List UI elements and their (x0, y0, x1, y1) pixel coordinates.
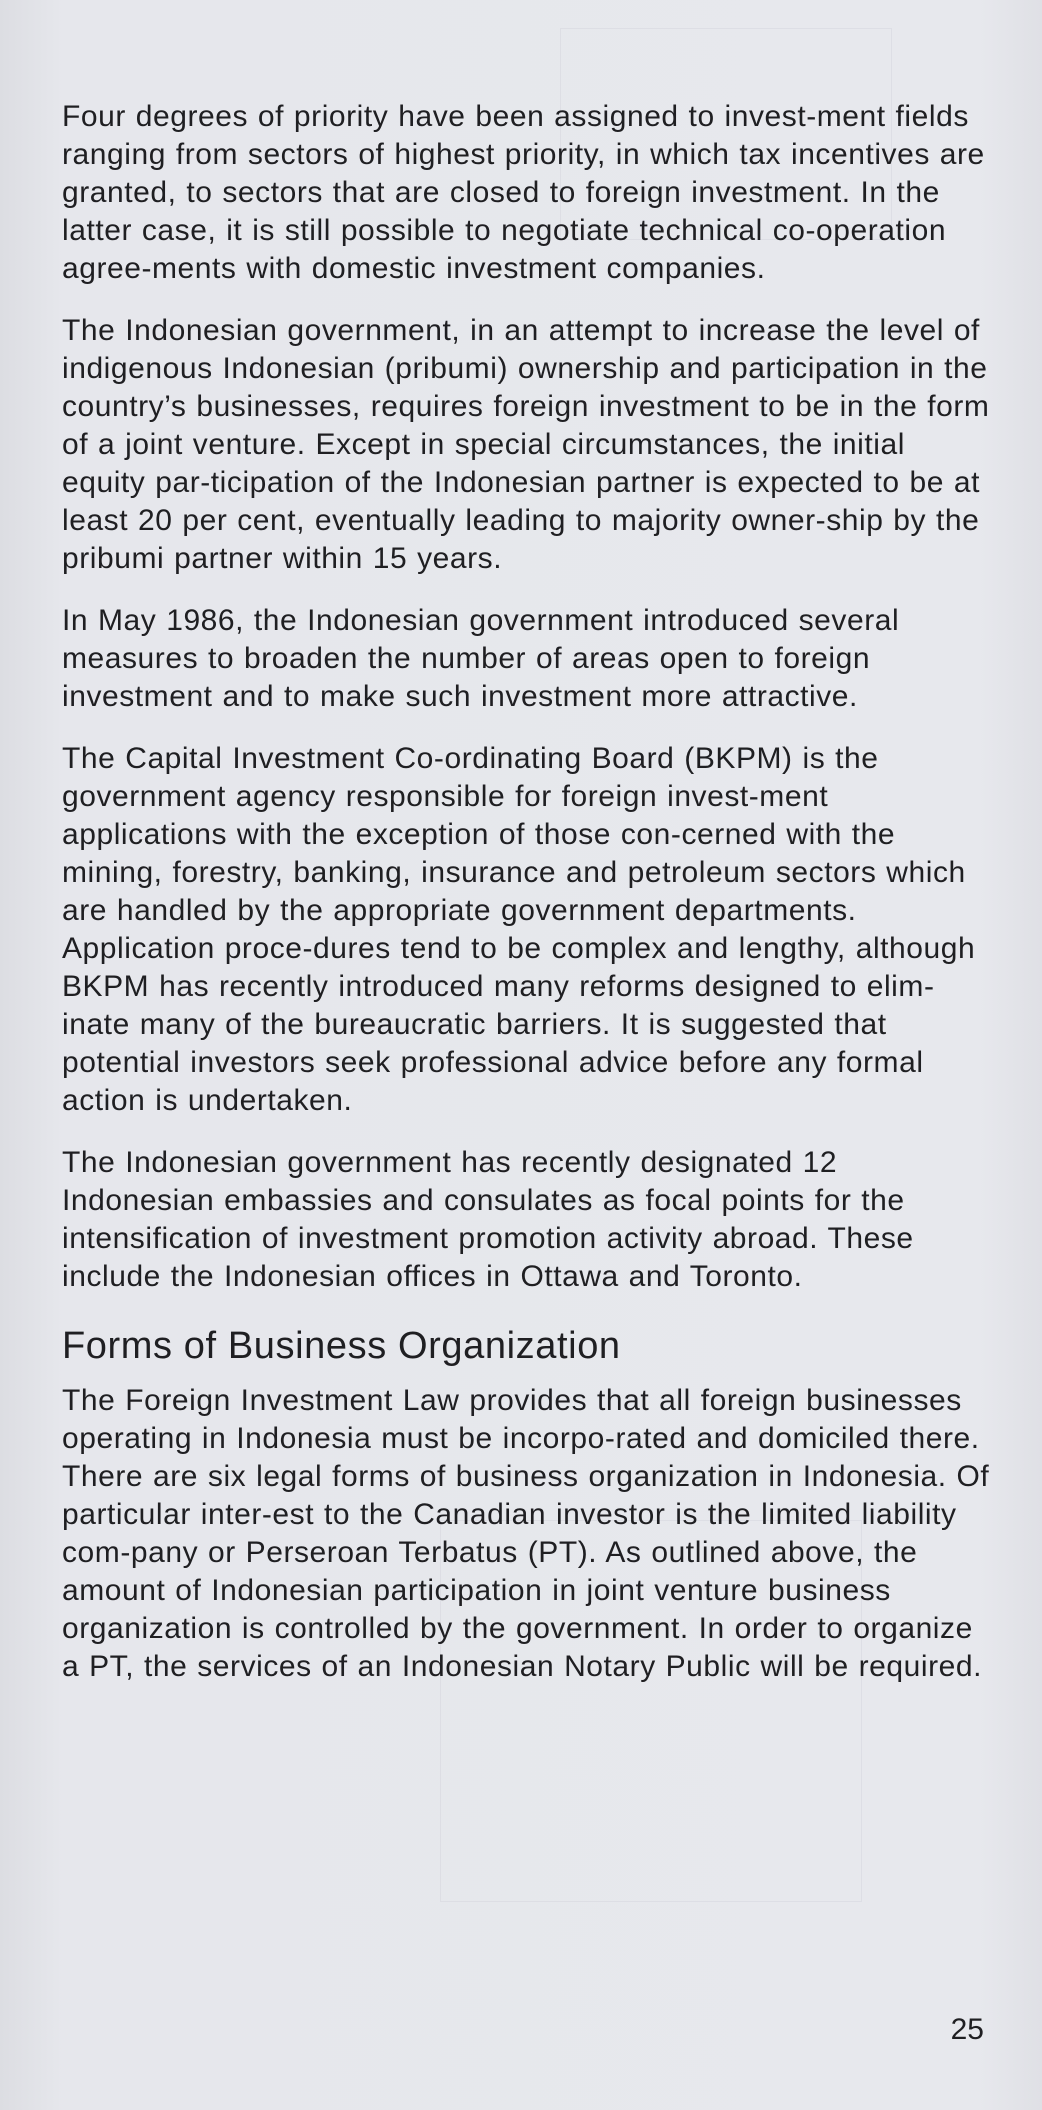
paragraph-business-organization: The Foreign Investment Law provides that all foreign businesses operating in Indonesia must be incorpo-rated and domiciled there. There are six legal forms of business organization in Indonesia. Of particular inter-est to the Canadian investor is the limited liability com-pany or Perseroan Terbatus (PT). As outlined above, the amount of Indonesian participation in joint venture business organization is controlled by the government. In order to organize a PT, the services of an Indonesian Notary Public will be required. (62, 1384, 990, 1683)
paragraph-joint-venture: The Indonesian government, in an attempt to increase the level of indigenous Indonesian (pribumi) ownership and participation in the country’s businesses, requires foreign investment to be in the form of a joint venture. Except in special circumstances, the initial equity par-ticipation of the Indonesian partner is expected to be at least 20 per cent, eventually leading to majority owner-ship by the pribumi partner within 15 years. (62, 314, 990, 575)
page-number: 25 (950, 2013, 984, 2046)
paragraph-embassies: The Indonesian government has recently designated 12 Indonesian embassies and consulates as focal points for the intensification of investment promotion activity abroad. These include the Indonesian offices in Ottawa and Toronto. (62, 1146, 914, 1293)
paragraph-bkpm: The Capital Investment Co-ordinating Board (BKPM) is the government agency responsible for foreign invest-ment applications with the exception of those con-cerned with the mining, forestry, banking, insurance and petroleum sectors which are handled by the appropriate government departments. Application proce-dures tend to be complex and lengthy, although BKPM has recently introduced many reforms designed to elim-inate many of the bureaucratic barriers. It is suggested that potential investors seek professional advice before any formal action is undertaken. (62, 742, 976, 1117)
paragraph-may-1986-measures: In May 1986, the Indonesian government introduced several measures to broaden the number of areas open to foreign investment and to make such investment more attractive. (62, 604, 900, 713)
body-text-column (62, 98, 994, 1710)
paragraph-investment-priority: Four degrees of priority have been assigned to invest-ment fields ranging from sectors of highest priority, in which tax incentives are granted, to sectors that are closed to foreign investment. In the latter case, it is still possible to negotiate technical co-operation agree-ments with domestic investment companies. (62, 100, 985, 285)
section-heading: Forms of Business Organization (62, 1325, 621, 1367)
